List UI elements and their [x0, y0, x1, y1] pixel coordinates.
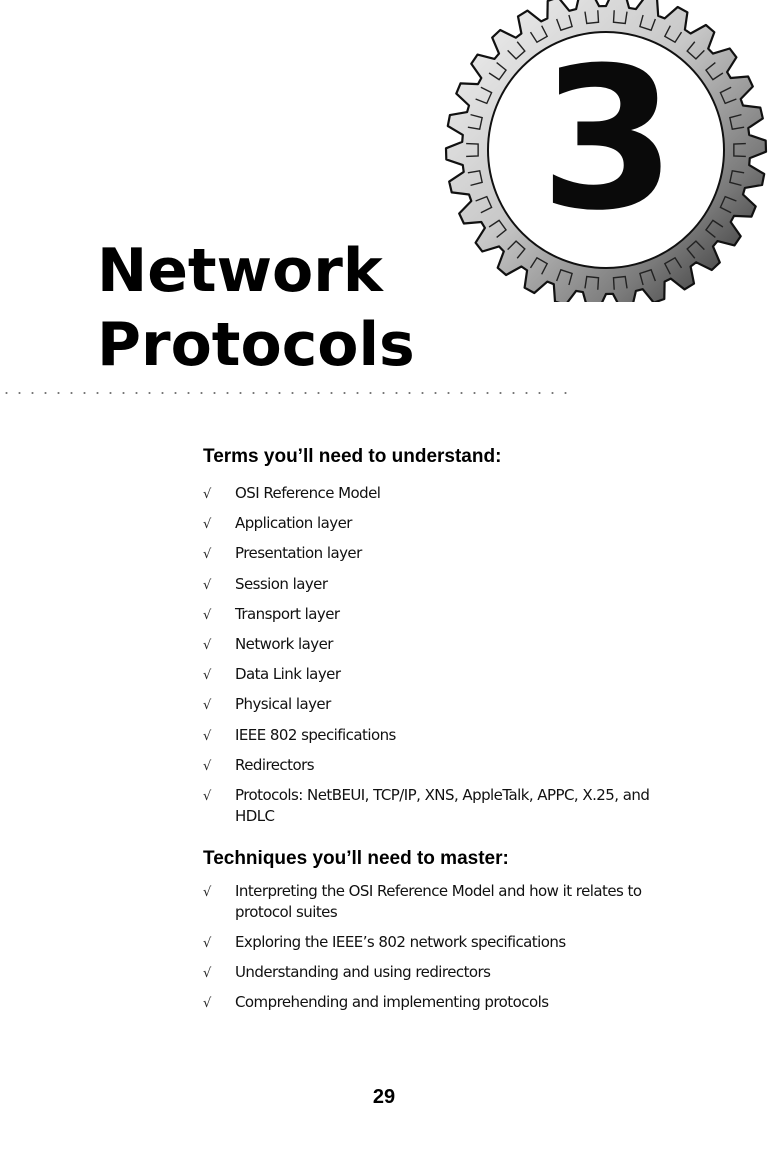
- chapter-number: 3: [539, 26, 673, 254]
- term-label: Protocols: NetBEUI, TCP/IP, XNS, AppleTalk, APPC, X.25, and HDLC: [235, 785, 650, 825]
- term-label: OSI Reference Model: [235, 484, 381, 502]
- list-item: [203, 513, 673, 534]
- checkmark-icon: √: [203, 637, 212, 653]
- list-item: [203, 962, 673, 983]
- techniques-heading: Techniques you’ll need to master:: [203, 847, 509, 869]
- list-item: [203, 483, 673, 504]
- term-label: Application layer: [235, 514, 352, 533]
- checkmark-icon: √: [203, 668, 212, 684]
- list-item: [203, 694, 673, 715]
- term-label: Transport layer: [235, 604, 340, 623]
- checkmark-icon: √: [203, 935, 212, 951]
- checkmark-icon: √: [203, 698, 212, 714]
- term-label: Session layer: [235, 574, 328, 593]
- list-item: [203, 992, 673, 1013]
- checkmark-icon: √: [203, 577, 212, 593]
- checkmark-icon: √: [203, 487, 212, 502]
- checkmark-icon: √: [203, 965, 212, 981]
- list-item: [203, 664, 673, 685]
- technique-label: Exploring the IEEE’s 802 network specifications: [235, 932, 566, 951]
- list-item: [203, 574, 673, 595]
- term-label: IEEE 802 specifications: [235, 725, 396, 744]
- chapter-title-line-2: Protocols: [97, 310, 415, 380]
- list-item: [203, 725, 673, 746]
- page-number: 29: [372, 1086, 396, 1108]
- terms-heading: Terms you’ll need to understand:: [203, 446, 502, 467]
- technique-label: Comprehending and implementing protocols: [235, 992, 549, 1011]
- techniques-list: [203, 881, 673, 1013]
- chapter-objectives: [203, 444, 673, 1022]
- list-item: [203, 755, 673, 776]
- term-label: Redirectors: [235, 755, 314, 774]
- checkmark-icon: √: [203, 884, 212, 900]
- checkmark-icon: √: [203, 995, 212, 1011]
- list-item: [203, 932, 673, 953]
- list-item: [203, 543, 673, 564]
- chapter-title: [97, 234, 517, 382]
- list-item: [203, 785, 673, 827]
- checkmark-icon: √: [203, 788, 212, 804]
- list-item: [203, 881, 673, 923]
- list-item: [203, 604, 673, 625]
- checkmark-icon: √: [203, 517, 212, 533]
- checkmark-icon: √: [203, 607, 212, 623]
- checkmark-icon: √: [203, 547, 212, 563]
- technique-label: Understanding and using redirectors: [235, 962, 491, 981]
- terms-list: [203, 483, 673, 827]
- dotted-divider: [0, 392, 572, 394]
- checkmark-icon: √: [203, 758, 212, 774]
- term-label: Presentation layer: [235, 544, 362, 563]
- term-label: Data Link layer: [235, 665, 341, 684]
- chapter-title-line-1: Network: [97, 236, 383, 306]
- term-label: Physical layer: [235, 695, 331, 714]
- technique-label: Interpreting the OSI Reference Model and how it relates to protocol suites: [235, 881, 642, 921]
- checkmark-icon: √: [203, 728, 212, 744]
- term-label: Network layer: [235, 634, 333, 653]
- list-item: [203, 634, 673, 655]
